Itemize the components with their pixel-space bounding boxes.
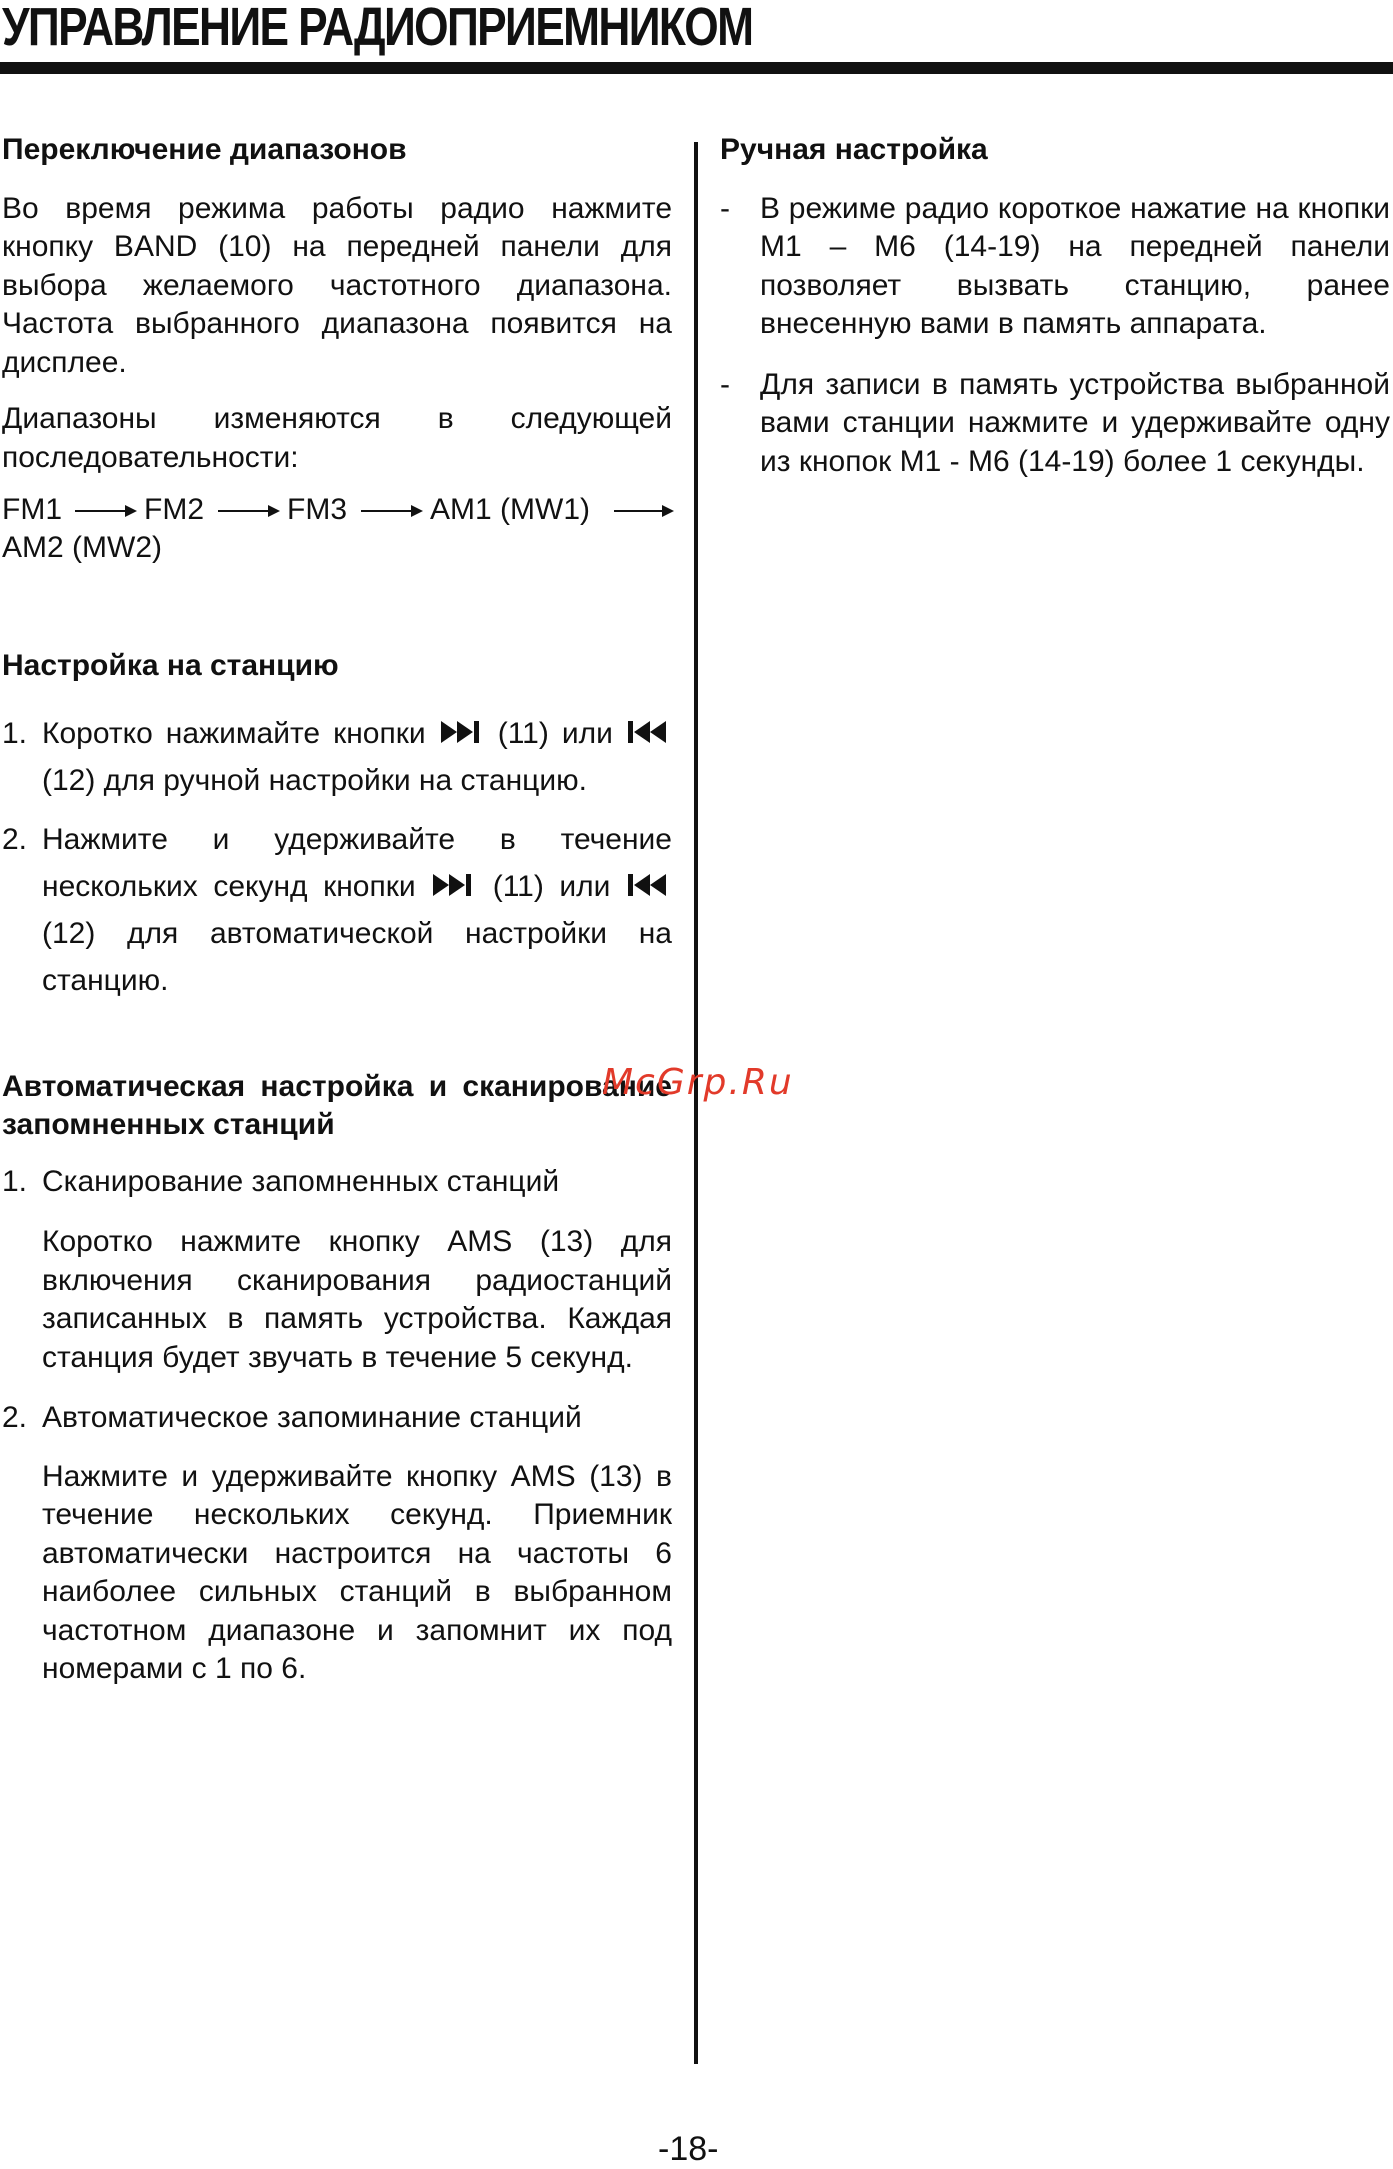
manual-heading: Ручная настройка [720,133,988,166]
sequence-step: AM2 (MW2) [2,531,162,564]
manual-item-2 [720,366,1390,482]
band-sequence [2,491,672,571]
band-paragraph-2: Диапазоны изменяются в следующей последовательности: [2,402,672,474]
band-paragraph-1: Во время режима работы радио нажмите кнопку BAND (10) на передней панели для выбора желаемого частотного диапазона. Частота выбранного диапазона появится на дисплее. [2,191,672,379]
item-title: Сканирование запомненных станций [42,1164,560,1198]
skip-next-icon [431,871,477,899]
sequence-step: FM2 [144,493,204,526]
skip-previous-icon [626,718,672,746]
header-rule [0,62,1393,74]
watermark: McGrp.Ru [602,1062,794,1103]
item-number: 2. [2,1401,28,1434]
item-text: Коротко нажимайте кнопки [42,716,426,750]
list-dash: - [720,191,730,225]
arrow-right-icon [614,510,672,512]
auto-heading: Автоматическая настройка и сканирование запомненных станций [2,1069,672,1141]
auto-item-2 [2,1399,672,1689]
band-heading: Переключение диапазонов [2,133,407,166]
arrow-right-icon [218,510,278,512]
tuning-item-2 [2,816,672,1004]
sequence-step: AM1 (MW1) [430,493,590,526]
item-number: 1. [2,1164,28,1198]
item-text: (11) или [497,716,613,750]
tuning-section [2,647,672,1004]
auto-item-1 [2,1163,672,1378]
list-dash: - [720,367,730,401]
item-text: Для записи в память устройства выбранной вами станции нажмите и удерживайте одну из кнопок М1 - М6 (14-19) более 1 секунды. [760,367,1390,478]
item-text: Нажмите и удерживайте в течение нескольких секунд кнопки [42,822,672,903]
item-number: 2. [2,822,28,856]
column-divider [694,142,698,2064]
sequence-step: FM3 [287,493,347,526]
item-text: (12) для автоматической настройки на станцию. [42,916,672,997]
item-text: В режиме радио короткое нажатие на кнопки М1 – М6 (14-19) на передней панели позволяет вызвать станцию, ранее внесенную вами в память аппарата. [760,191,1390,340]
tuning-heading: Настройка на станцию [2,649,339,682]
left-column [2,131,672,1689]
arrow-right-icon [75,510,135,512]
page-title: УПРАВЛЕНИЕ РАДИОПРИЕМНИКОМ [2,0,753,57]
sequence-step: FM1 [2,493,62,526]
auto-section [2,1068,672,1689]
page-number: -18- [658,2130,719,2168]
tuning-item-1 [2,710,672,804]
manual-item-1 [720,190,1390,344]
right-column [720,131,1390,481]
band-section [2,131,672,571]
item-title: Автоматическое запоминание станций [42,1401,582,1434]
item-text: Нажмите и удерживайте кнопку AMS (13) в течение нескольких секунд. Приемник автоматически настроится на частоты 6 наиболее сильных станций в выбранном частотном диапазоне и запомнит их под номерами с 1 по 6. [42,1459,672,1685]
skip-next-icon [439,718,485,746]
item-text: Коротко нажмите кнопку AMS (13) для включения сканирования радиостанций записанных в память устройства. Каждая станция будет звучать в течение 5 секунд. [42,1225,672,1374]
item-text: (12) для ручной настройки на станцию. [42,763,587,797]
item-number: 1. [2,716,28,750]
item-text: (11) или [492,869,611,903]
arrow-right-icon [361,510,421,512]
skip-previous-icon [626,871,672,899]
